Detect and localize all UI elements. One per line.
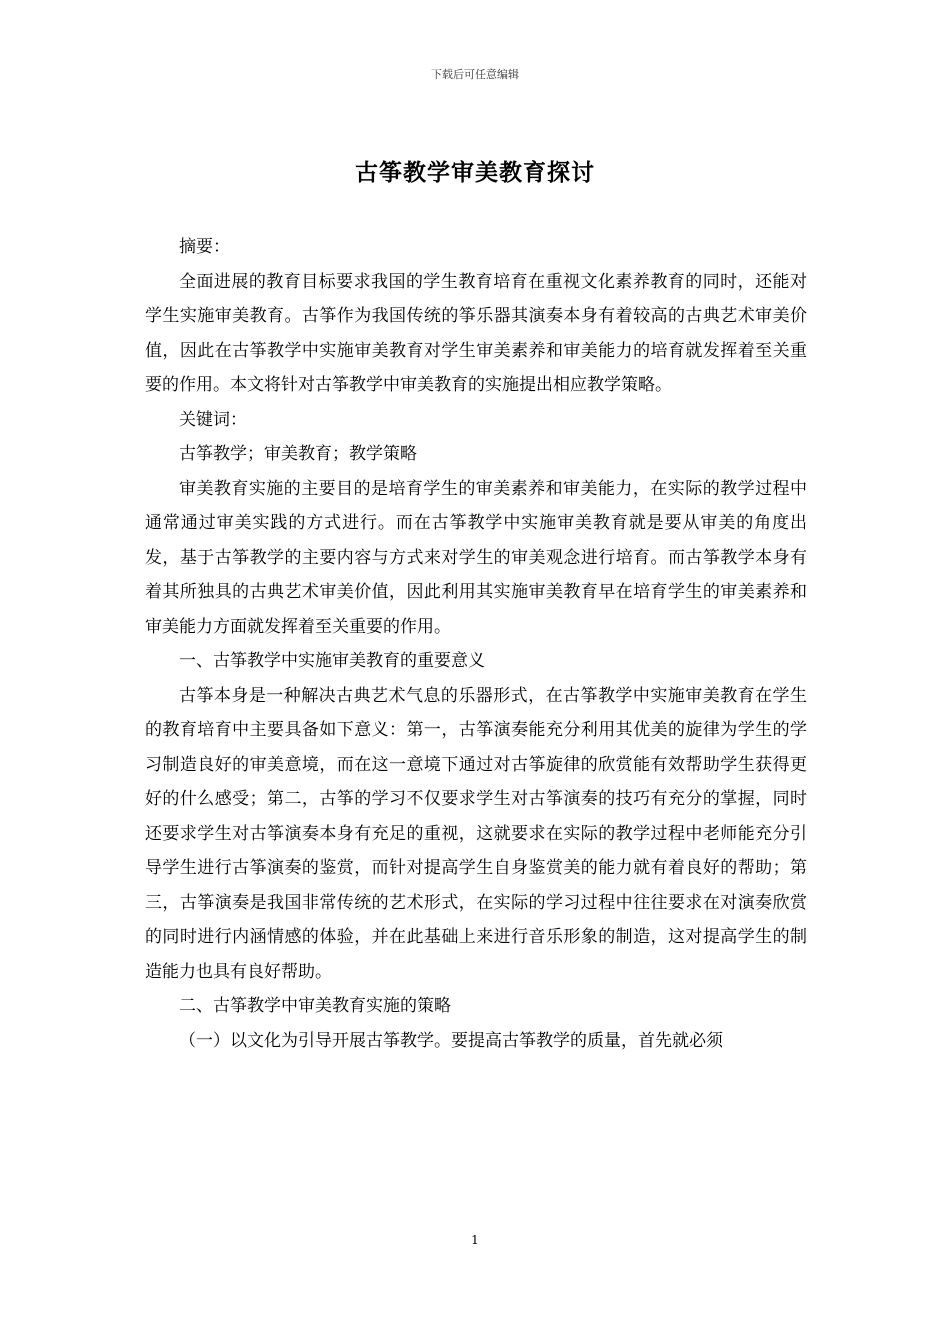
page-header: 下载后可任意编辑 [431, 68, 519, 81]
keywords-paragraph: 古筝教学；审美教育；教学策略 [179, 444, 417, 464]
abstract-label: 摘要： [179, 237, 230, 257]
abstract-paragraph: 全面进展的教育目标要求我国的学生教育培育在重视文化素养教育的同时，还能对学生实施审美教育。古筝作为我国传统的筝乐器其演奏本身有着较高的古典艺术审美价值，因此在古筝教学中实施审美教育对学生审美素养和审美能力的培育就发挥着至关重要的作用。本文将针对古筝教学中审美教育的实施提出相应教学策略。 [145, 271, 807, 395]
page-number: 1 [471, 1233, 479, 1247]
intro-paragraph: 审美教育实施的主要目的是培育学生的审美素养和审美能力，在实际的教学过程中通常通过审美实践的方式进行。而在古筝教学中实施审美教育就是要从审美的角度出发，基于古筝教学的主要内容与方式来对学生的审美观念进行培育。而古筝教学本身有着其所独具的古典艺术审美价值，因此利用其实施审美教育早在培育学生的审美素养和审美能力方面就发挥着至关重要的作用。 [145, 478, 807, 637]
keywords-label: 关键词： [179, 409, 247, 430]
document-body [145, 230, 807, 1058]
subsection-1-paragraph: （一）以文化为引导开展古筝教学。要提高古筝教学的质量，首先就必须 [179, 1030, 723, 1051]
section-heading-1: 一、古筝教学中实施审美教育的重要意义 [179, 651, 485, 671]
section-1-paragraph: 古筝本身是一种解决古典艺术气息的乐器形式，在古筝教学中实施审美教育在学生的教育培育中主要具备如下意义：第一，古筝演奏能充分利用其优美的旋律为学生的学习制造良好的审美意境，而在这一意境下通过对古筝旋律的欣赏能有效帮助学生获得更好的什么感受；第二，古筝的学习不仅要求学生对古筝演奏的技巧有充分的掌握，同时还要求学生对古筝演奏本身有充足的重视，这就要求在实际的教学过程中老师能充分引导学生进行古筝演奏的鉴赏，而针对提高学生自身鉴赏美的能力就有着良好的帮助；第三，古筝演奏是我国非常传统的艺术形式，在实际的学习过程中往往要求在对演奏欣赏的同时进行内涵情感的体验，并在此基础上来进行音乐形象的制造，这对提高学生的制造能力也具有良好帮助。 [145, 685, 807, 982]
document-title: 古筝教学审美教育探讨 [355, 159, 595, 186]
section-heading-2: 二、古筝教学中审美教育实施的策略 [179, 996, 451, 1016]
